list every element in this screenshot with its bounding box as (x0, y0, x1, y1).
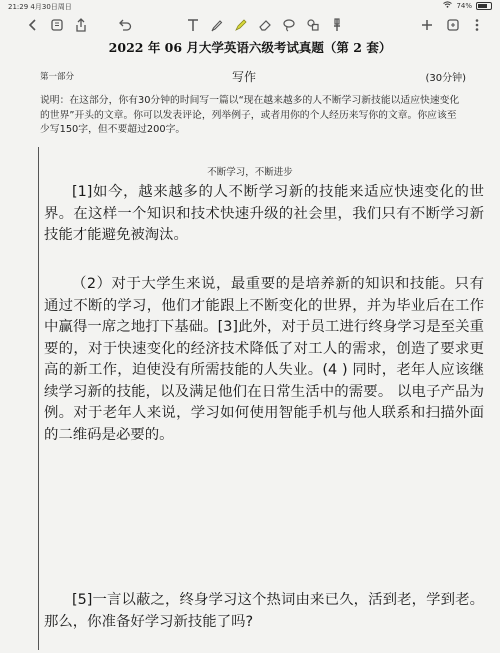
undo-icon[interactable] (116, 16, 134, 34)
pin-icon[interactable] (328, 16, 346, 34)
wifi-icon (443, 1, 452, 10)
essay-paragraph-1: [1]如今，越来越多的人不断学习新的技能来适应快速变化的世界。在这样一个知识和技术快速升级的社会里，我们只有不断学习新技能才能避免被淘汰。 (44, 184, 484, 243)
share-icon[interactable] (72, 16, 90, 34)
text-tool-icon[interactable] (184, 16, 202, 34)
status-date: 4月30日周日 (30, 3, 72, 11)
battery-icon (476, 2, 492, 10)
back-chevron-icon[interactable] (24, 16, 42, 34)
status-time-date (8, 2, 72, 12)
essay-paragraph-3: [5]一言以蔽之，终身学习这个热词由来已久，活到老，学到老。那么，你准备好学习新技能了吗? (44, 592, 484, 630)
part-label: 第一部分 (40, 72, 75, 82)
status-bar (0, 0, 500, 13)
lasso-icon[interactable] (280, 16, 298, 34)
toolbar (0, 13, 500, 37)
margin-line (38, 147, 39, 650)
home-icon[interactable] (48, 16, 66, 34)
more-icon[interactable] (468, 16, 486, 34)
section-time: (30分钟) (425, 73, 466, 84)
add-page-icon[interactable] (418, 16, 436, 34)
essay-title: 不断学习，不断进步 (207, 167, 293, 178)
instructions-text: 说明：在这部分，你有30分钟的时间写一篇以“现在越来越多的人不断学习新技能以适应快速变化的世界”开头的文章。你可以发表评论，列举例子，或者用你的个人经历来写你的文章。你应该至少写150字，但不要超过200字。 (40, 95, 460, 135)
shapes-icon[interactable] (304, 16, 322, 34)
essay-paragraph-2: （2）对于大学生来说，最重要的是培养新的知识和技能。只有通过不断的学习，他们才能跟上不断变化的世界，并为毕业后在工作中赢得一席之地打下基础。[3]此外，对于员工进行终身学习是至关重要的，对于快速变化的经济技术降低了对工人的需求，创造了要求更高的新工作，迫使没有所需技能的人失业。(4 ) 同时，老年人应该继续学习新的技能，以及满足他们在日常生活中的需要。 以电子产品为例。对于老年人来说，学习如何使用智能手机与他人联系和扫描外面的二维码是必要的。 (44, 276, 484, 443)
document-title: 2022 年 06 月大学英语六级考试真题（第 2 套） (108, 40, 392, 55)
section-title: 写作 (232, 70, 257, 84)
pen-tool-icon[interactable] (208, 16, 226, 34)
pages-icon[interactable] (444, 16, 462, 34)
status-time: 21:29 (8, 3, 29, 11)
section-header (40, 68, 466, 84)
highlighter-icon[interactable] (232, 16, 250, 34)
status-right (443, 1, 492, 10)
battery-percent: 74% (456, 1, 472, 10)
eraser-icon[interactable] (256, 16, 274, 34)
